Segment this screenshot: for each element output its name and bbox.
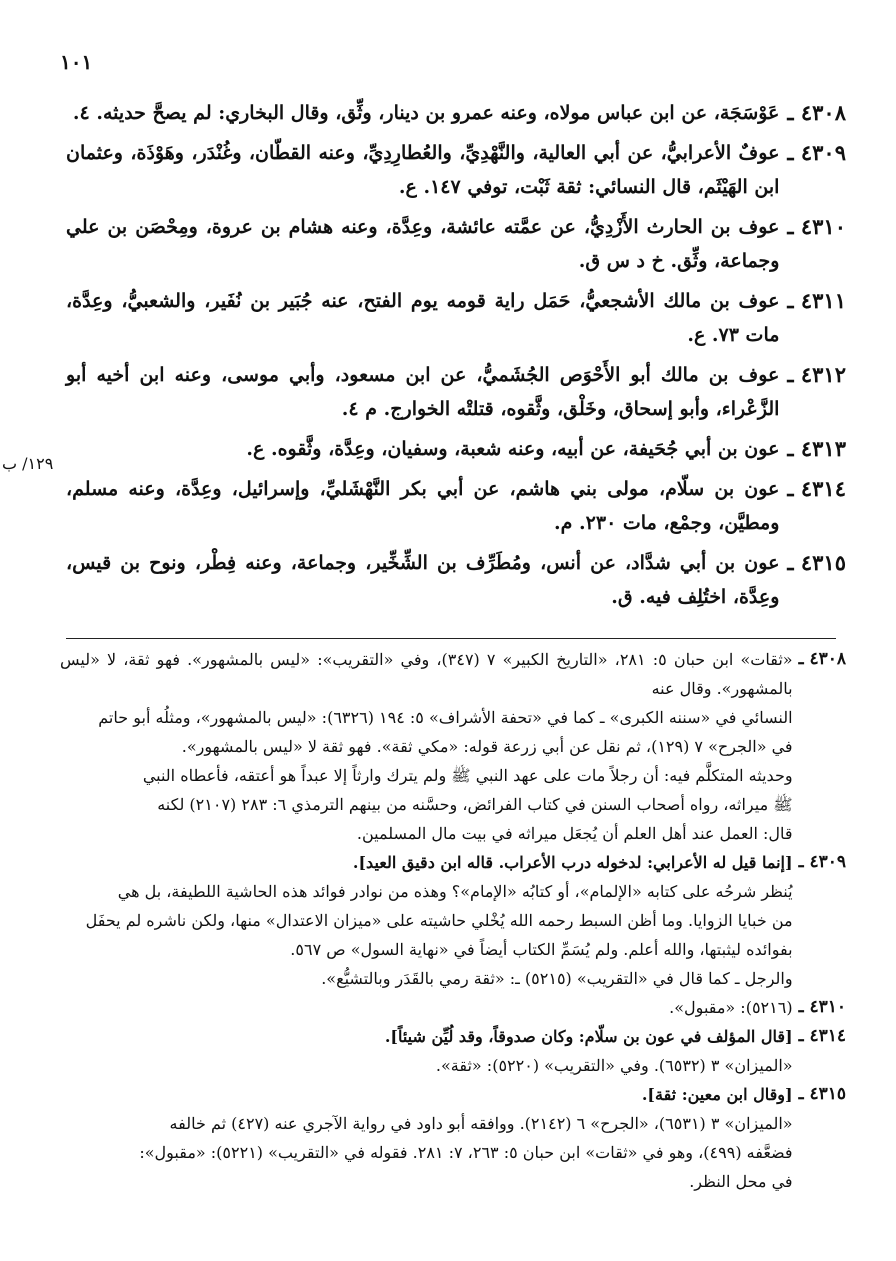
entry: [66, 472, 846, 540]
entry-number: ٤٣١٢ ـ: [787, 362, 846, 387]
entry: [66, 546, 846, 614]
footnote-line: يُنظر شرحُه على كتابه «الإلمام»، أو كتابُه «الإمام»؟ وهذه من نوادر فوائد هذه الحاشية اللطيفة، بل هي: [117, 882, 793, 901]
footnote: [60, 848, 846, 993]
entry-text: عون بن سلّام، مولى بني هاشم، عن أبي بكر النَّهْشَليِّ، وإسرائيل، وعِدَّة، وعنه مسلم، ومطيَّن، وجمْع، مات ٢٣٠. م.: [66, 478, 780, 534]
entry-text: عون بن أبي جُحَيفة، عن أبيه، وعنه شعبة، وسفيان، وعِدَّة، وثَّقوه. ع.: [246, 438, 780, 460]
page-number: ١٠١: [60, 50, 93, 74]
entry-text: عوفٌ الأعرابيُّ، عن أبي العالية، والنَّهْدِيِّ، والعُطارِدِيِّ، وعنه القطّان، وغُنْدَر، وهَوْذَة، وعثمان ابن الهَيْثَم، قال النسائي: ثقة ثَبْت، توفي ١٤٧. ع.: [66, 142, 780, 198]
footnote-line: «الميزان» ٣ (٦٥٣١)، «الجرح» ٦ (٢١٤٢). ووافقه أبو داود في رواية الآجري عنه (٤٢٧) ثم خالفه: [169, 1114, 793, 1133]
entry-number: ٤٣١٥ ـ: [787, 550, 846, 575]
footnote-line: في «الجرح» ٧ (١٢٩)، ثم نقل عن أبي زرعة قوله: «مكي ثقة». فهو ثقة لا «ليس بالمشهور».: [181, 737, 793, 756]
entry-number: ٤٣١٤ ـ: [787, 476, 846, 501]
footnote-line: «الميزان» ٣ (٦٥٣٢). وفي «التقريب» (٥٢٢٠): «ثقة».: [435, 1056, 793, 1075]
entry: [66, 96, 846, 130]
footnote-number: ٤٣٠٨ ـ: [798, 649, 846, 669]
footnote-number: ٤٣١٥ ـ: [798, 1084, 846, 1104]
footnote-line: بفوائده ليثبتها، والله أعلم. ولم يُسَمِّ الكتاب أيضاً في «نهاية السول» ص ٥٦٧.: [290, 940, 793, 959]
footnote-line: النسائي في «سننه الكبرى» ـ كما في «تحفة الأشراف» ٥: ١٩٤ (٦٣٢٦): «ليس بالمشهور»، ومثلُه أبو حاتم: [98, 708, 793, 727]
entry-number: ٤٣١٠ ـ: [787, 214, 846, 239]
footnote-line: «ثقات» ابن حبان ٥: ٢٨١، «التاريخ الكبير» ٧ (٣٤٧)، وفي «التقريب»: «ليس بالمشهور». فهو ثقة، لا «ليس بالمشهور». وقال عنه: [60, 650, 793, 698]
entry-number: ٤٣٠٩ ـ: [787, 140, 846, 165]
footnote-line: (٥٢١٦): «مقبول».: [669, 998, 793, 1017]
entry-number: ٤٣١١ ـ: [787, 288, 846, 313]
footnote-line: من خبايا الزوايا. وما أظن السبط رحمه الله يُخْلي حاشيته على «ميزان الاعتدال» منها، ولكن ناشره لم يحفَل: [85, 911, 793, 930]
footnote-number: ٤٣٠٩ ـ: [798, 852, 846, 872]
entry-text: عون بن أبي شدَّاد، عن أنس، ومُطَرِّف بن الشِّخِّير، وجماعة، وعنه فِطْر، ونوح بن قيس، وعِدَّة، اختُلِف فيه. ق.: [66, 552, 780, 608]
entry: [66, 432, 846, 466]
footnote-number: ٤٣١٠ ـ: [798, 997, 846, 1017]
footnote: [60, 993, 846, 1022]
entry: [66, 284, 846, 352]
entry: [66, 358, 846, 426]
entry-text: عوف بن مالك الأشجعيُّ، حَمَل راية قومه يوم الفتح، عنه جُبَير بن نُفَير، والشعبيُّ، وعِدَّة، مات ٧٣. ع.: [66, 290, 780, 346]
entry-text: عوف بن مالك أبو الأَحْوَص الجُشَميُّ، عن ابن مسعود، وأبي موسى، وعنه ابن أخيه أبو الزَّعْراء، وأبو إسحاق، وخَلْق، وثَّقوه، قتلتْه الخوارج. م ٤.: [66, 364, 780, 420]
footnote-line: [إنما قيل له الأعرابي: لدخوله درب الأعراب. قاله ابن دقيق العيد].: [352, 853, 793, 872]
footnote-line: والرجل ـ كما قال في «التقريب» (٥٢١٥) ـ: «ثقة رمي بالقَدَر وبالتشيُّع».: [321, 969, 793, 988]
margin-note: ١٢٩/ ب: [2, 454, 54, 473]
footnote-number: ٤٣١٤ ـ: [798, 1026, 846, 1046]
entry-number: ٤٣١٣ ـ: [787, 436, 846, 461]
footnote: [60, 1022, 846, 1080]
footnote-line: قال: العمل عند أهل العلم أن يُجعَل ميراثه في بيت مال المسلمين.: [356, 824, 793, 843]
footnote-divider: [66, 638, 836, 639]
footnote: [60, 1080, 846, 1196]
entry: [66, 136, 846, 204]
footnotes: [60, 645, 846, 1196]
entry: [66, 210, 846, 278]
entry-text: عوف بن الحارث الأَزْدِيُّ، عن عمَّته عائشة، وعِدَّة، وعنه هشام بن عروة، ومِحْصَن بن علي وجماعة، وثِّق. خ د س ق.: [66, 216, 780, 272]
entry-number: ٤٣٠٨ ـ: [787, 100, 846, 125]
footnote-line: في محل النظر.: [689, 1172, 793, 1191]
footnote-line: [قال المؤلف في عون بن سلّام: وكان صدوقاً، وقد لُيِّن شيئاً].: [384, 1027, 793, 1046]
footnote-line: [وقال ابن معين: ثقة].: [641, 1085, 793, 1104]
footnote: [60, 645, 846, 848]
entry-text: عَوْسَجَة، عن ابن عباس مولاه، وعنه عمرو بن دينار، وثِّق، وقال البخاري: لم يصحَّ حديثه. ٤.: [72, 102, 780, 124]
footnote-line: ﷺ ميراثه، رواه أصحاب السنن في كتاب الفرائض، وحسَّنه من بينهم الترمذي ٦: ٢٨٣ (٢١٠٧) لكنه: [157, 795, 793, 814]
footnote-line: فضعَّفه (٤٩٩)، وهو في «ثقات» ابن حبان ٥: ٢٦٣، ٧: ٢٨١. فقوله في «التقريب» (٥٢٢١): «مقبول»:: [139, 1143, 793, 1162]
biography-entries: [66, 96, 846, 620]
footnote-line: وحديثه المتكلَّم فيه: أن رجلاً مات على عهد النبي ﷺ ولم يترك وارثاً إلا عبداً هو أعتقه، فأعطاه النبي: [142, 766, 793, 785]
